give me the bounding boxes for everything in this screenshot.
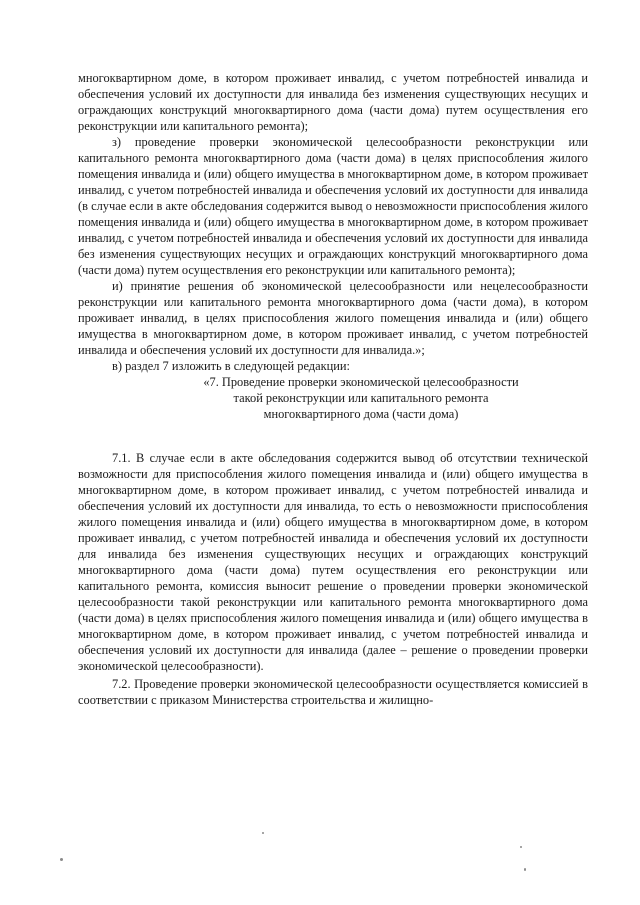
scan-speck bbox=[520, 846, 522, 848]
section-heading-line-1: «7. Проведение проверки экономической целесообразности bbox=[203, 375, 519, 389]
scan-speck bbox=[262, 832, 264, 834]
section-heading bbox=[78, 374, 588, 422]
scan-speck bbox=[524, 868, 526, 871]
clause-7-1: 7.1. В случае если в акте обследования содержится вывод об отсутствии технической возможности для приспособления жилого помещения инвалида и (или) общего имущества в многоквартирном доме, в котором проживает инвалид, с учетом потребностей инвалида и обеспечения условий их доступности для инвалида, то есть о невозможности приспособления жилого помещения инвалида и (или) общего имущества в многоквартирном доме, в котором проживает инвалид, с учетом потребностей инвалида и обеспечения условий их доступности для инвалида без изменения существующих несущих и ограждающих конструкций многоквартирного дома (части дома) путем осуществления его реконструкции или капитального ремонта, комиссия выносит решение о проведении проверки экономической целесообразности такой реконструкции или капитального ремонта многоквартирного дома (части дома) в целях приспособления жилого помещения инвалида и (или) общего имущества в многоквартирном доме, в котором проживает инвалид, с учетом потребностей инвалида и обеспечения условий их доступности для инвалида (далее – решение о проведении проверки экономической целесообразности). bbox=[78, 451, 588, 673]
scan-speck bbox=[60, 858, 63, 861]
paragraph-continuation: многоквартирном доме, в котором проживает инвалид, с учетом потребностей инвалида и обеспечения условий их доступности для инвалида без изменения существующих несущих и ограждающих конструкций многоквартирного дома (части дома) путем осуществления его реконструкции или капитального ремонта); bbox=[78, 71, 588, 133]
section-heading-line-2: такой реконструкции или капитального ремонта bbox=[233, 391, 489, 405]
paragraph-item-i: и) принятие решения об экономической целесообразности или нецелесообразности реконструкции или капитального ремонта многоквартирного дома (части дома), в котором проживает инвалид, в целях приспособления жилого помещения инвалида и (или) общего имущества в многоквартирном доме, в котором проживает инвалид, с учетом потребностей инвалида и обеспечения условий их доступности для инвалида.»; bbox=[78, 279, 588, 357]
paragraph-item-v: в) раздел 7 изложить в следующей редакции: bbox=[112, 359, 350, 373]
paragraph-item-z: з) проведение проверки экономической целесообразности реконструкции или капитального ремонта многоквартирного дома (части дома) в целях приспособления жилого помещения инвалида и (или) общего имущества в многоквартирном доме, в котором проживает инвалид, с учетом потребностей инвалида и обеспечения условий их доступности для инвалида (в случае если в акте обследования содержится вывод о невозможности приспособления жилого помещения инвалида и (или) общего имущества в многоквартирном доме, в котором проживает инвалид, с учетом потребностей инвалида и обеспечения условий их доступности для инвалида без изменения существующих несущих и ограждающих конструкций многоквартирного дома (части дома) путем осуществления его реконструкции или капитального ремонта); bbox=[78, 135, 588, 277]
section-heading-line-3: многоквартирного дома (части дома) bbox=[263, 407, 459, 421]
section-spacer bbox=[78, 422, 588, 450]
document-page bbox=[78, 70, 588, 708]
clause-7-2: 7.2. Проведение проверки экономической целесообразности осуществляется комиссией в соответствии с приказом Министерства строительства и жилищно- bbox=[78, 677, 588, 707]
